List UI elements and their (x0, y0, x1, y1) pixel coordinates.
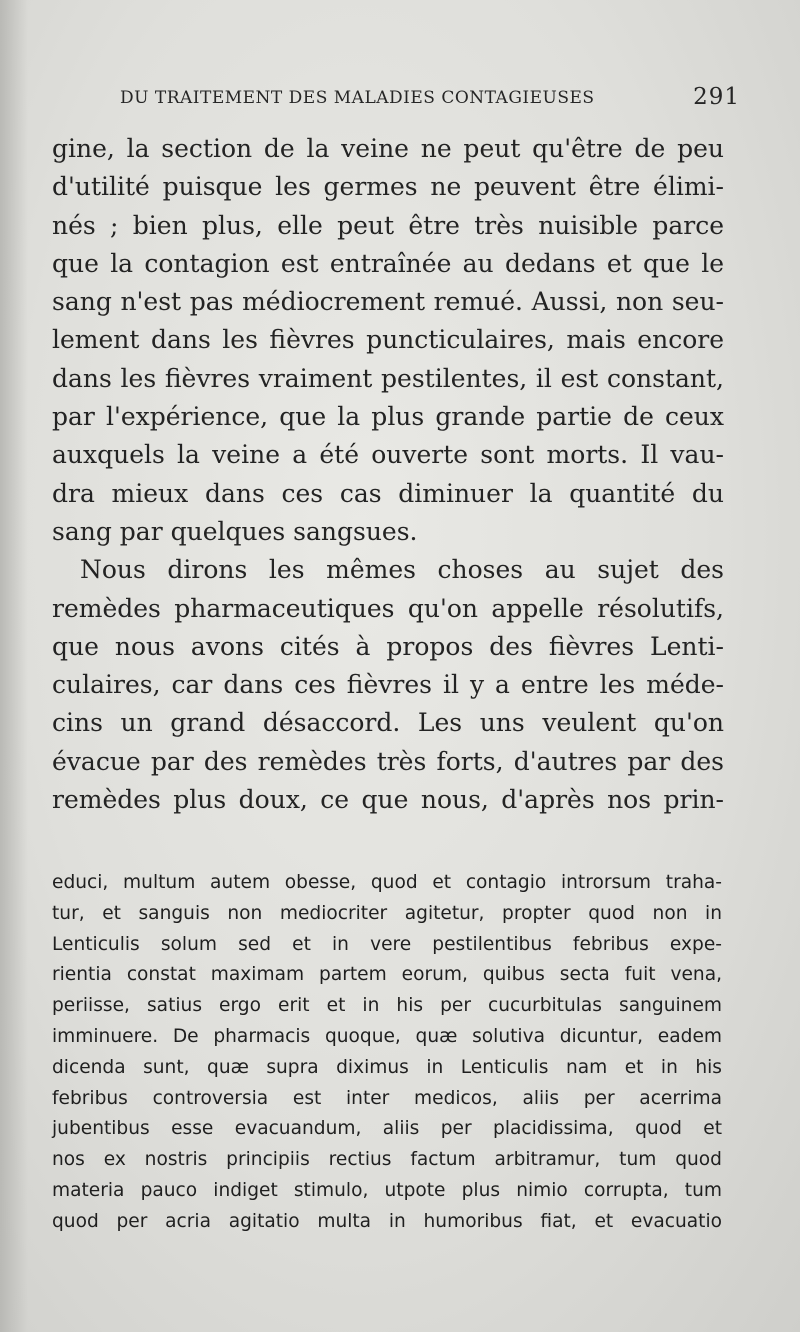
main-text-line: culaires, car dans ces fièvres il y a entre les méde- (52, 670, 724, 700)
footnote-line: materia pauco indiget stimulo, utpote plus nimio corrupta, tum (52, 1179, 722, 1201)
latin-footnote (52, 868, 722, 1238)
binding-shadow (0, 0, 28, 1332)
running-head (120, 84, 740, 114)
footnote-line: nos ex nostris principiis rectius factum arbitramur, tum quod (52, 1149, 722, 1171)
footnote-line: imminuere. De pharmacis quoque, quæ solutiva dicuntur, eadem (52, 1025, 722, 1047)
main-text-line: remèdes plus doux, ce que nous, d'après nos prin- (52, 785, 724, 815)
main-text-line: sang par quelques sangsues. (52, 516, 418, 546)
main-text-line: nés ; bien plus, elle peut être très nuisible parce (52, 210, 724, 240)
main-text-line: par l'expérience, que la plus grande partie de ceux (52, 402, 724, 432)
main-text (52, 130, 724, 819)
main-text-line: remèdes pharmaceutiques qu'on appelle résolutifs, (52, 593, 724, 623)
main-text-line: dra mieux dans ces cas diminuer la quantité du (52, 478, 724, 508)
footnote-line: tur, et sanguis non mediocriter agitetur, propter quod non in (52, 902, 722, 924)
main-text-line: Nous dirons les mêmes choses au sujet des (80, 555, 724, 585)
main-text-line: dans les fièvres vraiment pestilentes, il est constant, (52, 363, 724, 393)
page-number: 291 (693, 84, 740, 110)
footnote-line: periisse, satius ergo erit et in his per cucurbitulas sanguinem (52, 995, 722, 1017)
main-text-line: auxquels la veine a été ouverte sont morts. Il vau- (52, 440, 724, 470)
footnote-line: rientia constat maximam partem eorum, quibus secta fuit vena, (52, 964, 722, 986)
footnote-line: febribus controversia est inter medicos, aliis per acerrima (52, 1087, 722, 1109)
footnote-line: jubentibus esse evacuandum, aliis per placidissima, quod et (52, 1118, 722, 1140)
main-text-line: gine, la section de la veine ne peut qu'être de peu (52, 134, 724, 163)
main-text-line: d'utilité puisque les germes ne peuvent être élimi- (52, 172, 724, 202)
main-text-line: sang n'est pas médiocrement remué. Aussi, non seu- (52, 287, 724, 317)
footnote-line: dicenda sunt, quæ supra diximus in Lenticulis nam et in his (52, 1056, 722, 1078)
footnote-line: quod per acria agitatio multa in humoribus fiat, et evacuatio (52, 1210, 722, 1232)
main-text-line: évacue par des remèdes très forts, d'autres par des (52, 746, 724, 776)
main-text-line: que la contagion est entraînée au dedans et que le (52, 248, 724, 278)
running-title: DU TRAITEMENT DES MALADIES CONTAGIEUSES (120, 88, 595, 108)
footnote-line: Lenticulis solum sed et in vere pestilentibus febribus expe- (52, 933, 722, 955)
main-text-line: cins un grand désaccord. Les uns veulent qu'on (52, 708, 724, 738)
footnote-line: educi, multum autem obesse, quod et contagio introrsum traha- (52, 872, 722, 893)
main-text-line: lement dans les fièvres puncticulaires, mais encore (52, 325, 724, 355)
main-text-line: que nous avons cités à propos des fièvres Lenti- (52, 631, 724, 661)
